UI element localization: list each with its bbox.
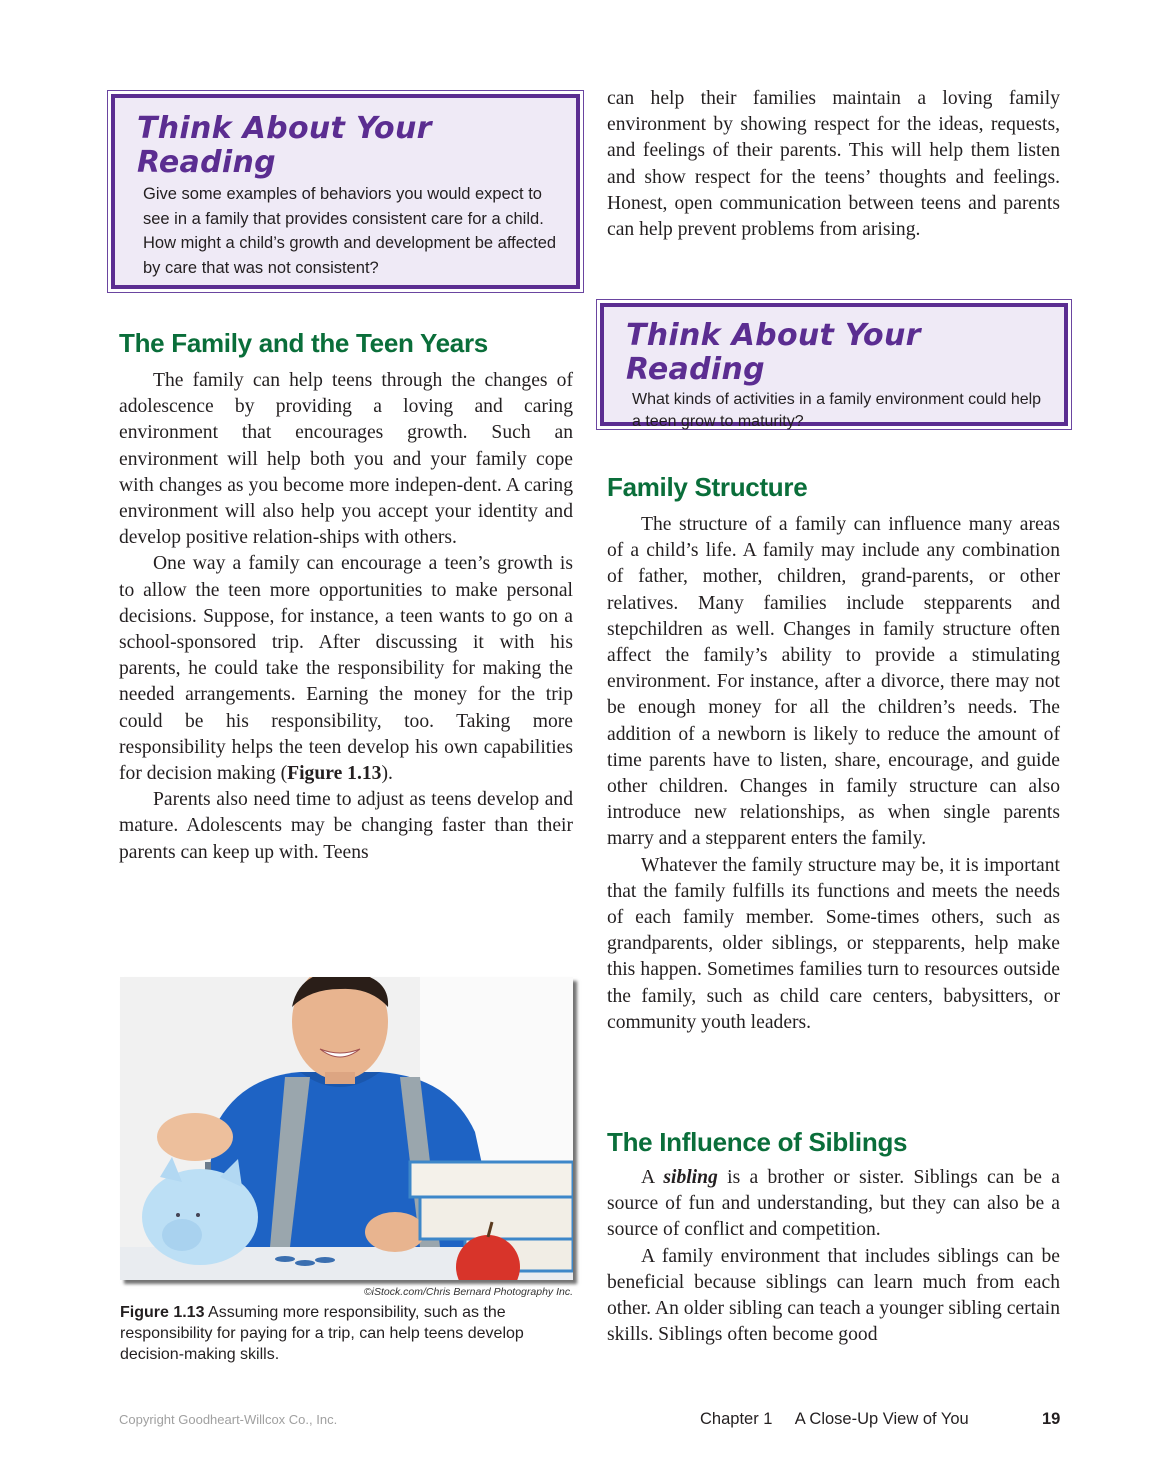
section-family-teen-years: [119, 328, 573, 866]
key-term-sibling: sibling: [663, 1167, 718, 1188]
think-box-title: Think About Your Reading: [626, 318, 921, 387]
figure-label: Figure 1.13: [120, 1304, 205, 1321]
paragraph-text: One way a family can encourage a teen’s growth is to allow the teen more opportunities to make personal decisions. Suppose, for instance, a teen wants to go on a school-sponsored trip. After discussing it with his parents, he could take the responsibility for making the needed arrangements. Earning the money for the trip could be his responsibility, too. Taking more responsibility helps the teen develop his own capabilities for decision making (: [119, 553, 573, 785]
paragraph: A family environment that includes siblings can be beneficial because siblings can learn much from each other. An older sibling can teach a younger sibling certain skills. Siblings often become good: [607, 1245, 1060, 1346]
chapter-title: A Close-Up View of You: [794, 1410, 969, 1428]
section-influence-of-siblings: [607, 1127, 1060, 1348]
photo-credit: ©iStock.com/Chris Bernard Photography Inc.: [363, 1286, 573, 1298]
section-heading: The Influence of Siblings: [607, 1127, 908, 1157]
chapter-running-footer: [700, 1410, 969, 1429]
section-heading: Family Structure: [607, 472, 808, 502]
think-box-inner: [111, 94, 580, 289]
paragraph: Parents also need time to adjust as teens develop and mature. Adolescents may be changing faster than their parents can keep up with. Teens: [119, 789, 573, 863]
paragraph: The structure of a family can influence many areas of a child’s life. A family may include any combination of father, mother, children, grand-parents, or other relatives. Many families include stepparents and stepchildren as well. Changes in family structure often affect the family’s ability to provide a stimulating environment. For instance, after a divorce, there may not be enough money for all the children’s needs. The addition of a newborn is likely to reduce the amount of time parents have to listen, share, encourage, and guide other children. Changes in family structure can also introduce new relationships, as when single parents marry and a stepparent enters the family.: [607, 514, 1060, 850]
paragraph: [119, 551, 573, 787]
paragraph: can help their families maintain a loving family environment by showing respect for the ideas, requests, and feelings of their parents. This will help them listen and show respect for the teens’ thoughts and feelings. Honest, open communication between teens and parents can help prevent problems from arising.: [607, 88, 1060, 241]
copyright-notice: Copyright Goodheart-Willcox Co., Inc.: [119, 1412, 338, 1427]
paragraph: Whatever the family structure may be, it is important that the family fulfills its functions and meets the needs of each family member. Some-times others, such as grandparents, older siblings, or stepparents, help make this happen. Sometimes families turn to resources outside the family, such as child care centers, babysitters, or community youth leaders.: [607, 854, 1060, 1033]
paragraph-text-end: ).: [381, 763, 393, 785]
paragraph-text: A: [641, 1167, 664, 1188]
section-heading: The Family and the Teen Years: [119, 328, 488, 358]
think-box-text: What kinds of activities in a family environment could help a teen grow to maturity?: [632, 391, 1042, 430]
think-box-inner: [600, 303, 1068, 430]
think-about-reading-box-1: [107, 90, 584, 293]
paragraph: The family can help teens through the changes of adolescence by providing a loving and caring environment that encourages growth. Such an environment will help both you and your family cope with changes as you become more indepen-dent. A caring environment will also help you accept your identity and develop positive relation-ships with others.: [119, 370, 573, 549]
think-box-title: Think About Your Reading: [137, 111, 432, 180]
continued-text-block: [607, 86, 1060, 243]
figure-caption-text: Assuming more responsibility, such as the responsibility for paying for a trip, can help teens develop decision-making skills.: [120, 1304, 524, 1363]
think-about-reading-box-2: [596, 299, 1072, 430]
chapter-number: Chapter 1: [700, 1410, 773, 1428]
section-family-structure: [607, 472, 1060, 1036]
figure-photo: [120, 977, 573, 1280]
figure-reference-link[interactable]: Figure 1.13: [287, 763, 382, 785]
paragraph-text: is a brother or sister. Siblings can be a source of fun and understanding, but they can also be a source of conflict and competition.: [607, 1167, 1060, 1241]
think-box-text: Give some examples of behaviors you would expect to see in a family that provides consistent care for a child. How might a child’s growth and development be affected by care that was not consistent?: [143, 185, 557, 277]
figure-caption: [120, 1302, 580, 1365]
paragraph: [607, 1165, 1060, 1244]
page-number: 19: [1042, 1410, 1061, 1428]
teen-piggy-bank-illustration: [120, 977, 573, 1280]
